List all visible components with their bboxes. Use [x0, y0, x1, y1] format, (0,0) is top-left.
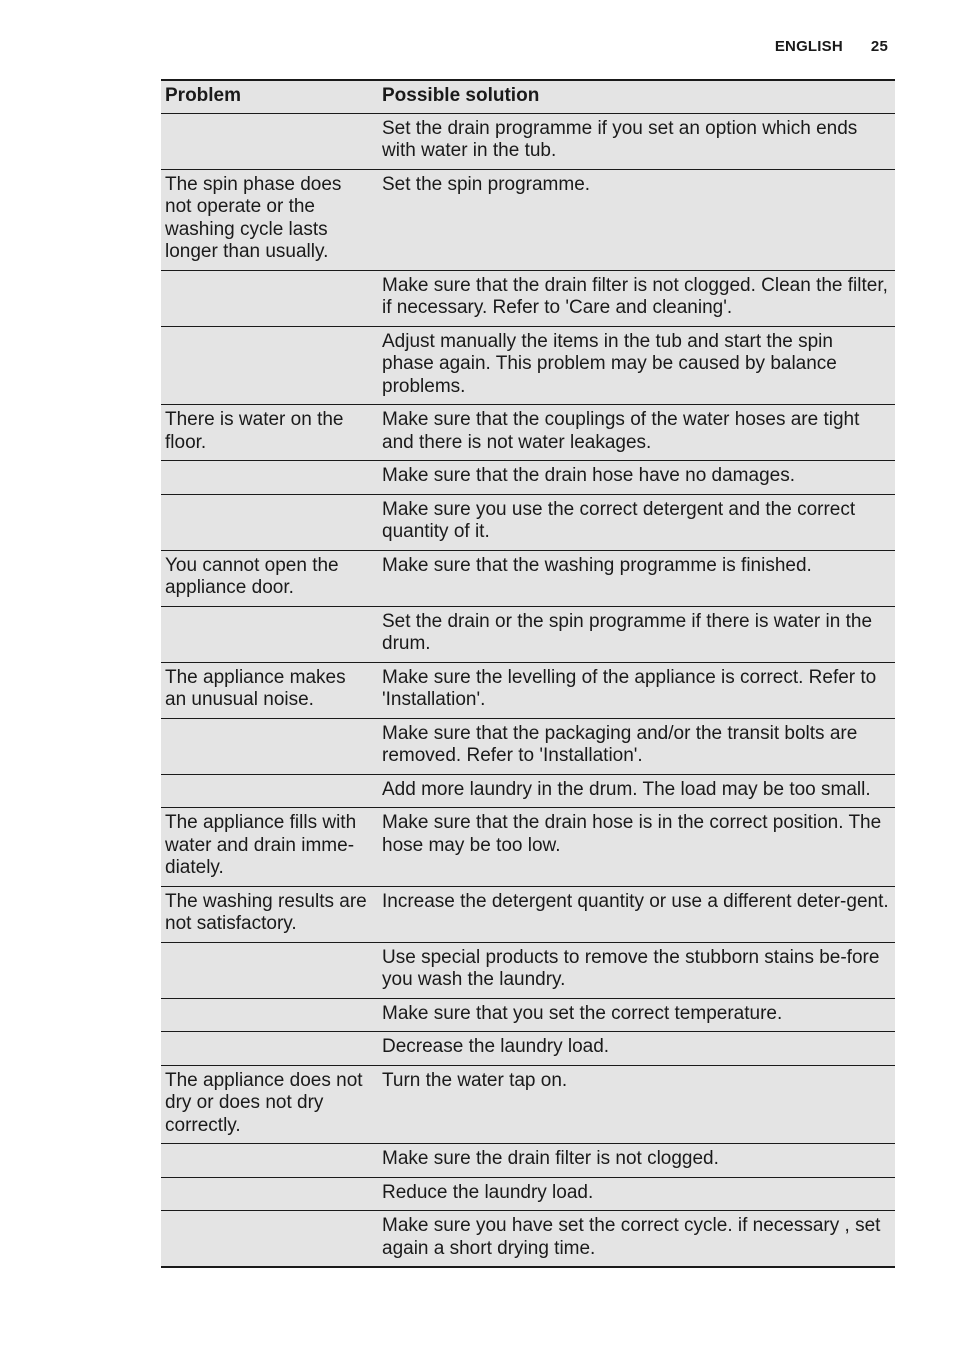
- solution-cell: Set the spin programme.: [378, 169, 895, 270]
- solution-cell: Decrease the laundry load.: [378, 1032, 895, 1066]
- problem-cell: [161, 1211, 378, 1268]
- table-row: [161, 886, 895, 942]
- table-row: [161, 808, 895, 887]
- problem-cell: [161, 461, 378, 495]
- problem-cell: You cannot open the appliance door.: [161, 550, 378, 606]
- table-row: [161, 169, 895, 270]
- solution-cell: Make sure that the washing programme is finished.: [378, 550, 895, 606]
- solution-cell: Increase the detergent quantity or use a different deter-gent.: [378, 886, 895, 942]
- problem-cell: [161, 494, 378, 550]
- problem-cell: The spin phase does not operate or the washing cycle lasts longer than usually.: [161, 169, 378, 270]
- solution-cell: Make sure that the drain filter is not clogged. Clean the filter, if necessary. Refer to 'Care and cleaning'.: [378, 270, 895, 326]
- solution-cell: Make sure the drain filter is not clogged.: [378, 1144, 895, 1178]
- solution-cell: Make sure that the drain hose is in the correct position. The hose may be too low.: [378, 808, 895, 887]
- solution-cell: Make sure that the packaging and/or the transit bolts are removed. Refer to 'Installation'.: [378, 718, 895, 774]
- table-row: [161, 774, 895, 808]
- table-row: [161, 662, 895, 718]
- table-row: [161, 494, 895, 550]
- table-row: [161, 1032, 895, 1066]
- problem-cell: The washing results are not satisfactory.: [161, 886, 378, 942]
- table-row: [161, 1065, 895, 1144]
- solution-cell: Make sure the levelling of the appliance is correct. Refer to 'Installation'.: [378, 662, 895, 718]
- solution-cell: Make sure that the drain hose have no damages.: [378, 461, 895, 495]
- solution-cell: Make sure you have set the correct cycle. if necessary , set again a short drying time.: [378, 1211, 895, 1268]
- table-row: [161, 942, 895, 998]
- column-header-solution: Possible solution: [378, 80, 895, 113]
- solution-cell: Use special products to remove the stubborn stains be-fore you wash the laundry.: [378, 942, 895, 998]
- problem-cell: [161, 606, 378, 662]
- page-number: 25: [870, 38, 888, 55]
- table-row: [161, 718, 895, 774]
- table-row: [161, 405, 895, 461]
- solution-cell: Make sure that the couplings of the water hoses are tight and there is not water leakages.: [378, 405, 895, 461]
- solution-cell: Set the drain programme if you set an option which ends with water in the tub.: [378, 113, 895, 169]
- table-row: [161, 606, 895, 662]
- problem-cell: [161, 998, 378, 1032]
- language-label: ENGLISH: [774, 38, 843, 55]
- problem-cell: [161, 1144, 378, 1178]
- solution-cell: Reduce the laundry load.: [378, 1177, 895, 1211]
- problem-cell: [161, 718, 378, 774]
- column-header-problem: Problem: [161, 80, 378, 113]
- solution-cell: Add more laundry in the drum. The load may be too small.: [378, 774, 895, 808]
- problem-cell: [161, 326, 378, 405]
- problem-cell: The appliance makes an unusual noise.: [161, 662, 378, 718]
- solution-cell: Make sure you use the correct detergent and the correct quantity of it.: [378, 494, 895, 550]
- table-row: [161, 1144, 895, 1178]
- solution-cell: Set the drain or the spin programme if there is water in the drum.: [378, 606, 895, 662]
- table-row: [161, 1211, 895, 1268]
- table-row: [161, 550, 895, 606]
- table-header-row: [161, 80, 895, 113]
- problem-cell: [161, 942, 378, 998]
- problem-cell: [161, 270, 378, 326]
- problem-cell: The appliance does not dry or does not dry correctly.: [161, 1065, 378, 1144]
- troubleshooting-table: [161, 79, 895, 1268]
- table-row: [161, 270, 895, 326]
- solution-cell: Make sure that you set the correct temperature.: [378, 998, 895, 1032]
- problem-cell: [161, 774, 378, 808]
- problem-cell: [161, 1177, 378, 1211]
- problem-cell: [161, 1032, 378, 1066]
- problem-cell: [161, 113, 378, 169]
- solution-cell: Turn the water tap on.: [378, 1065, 895, 1144]
- page-header: [775, 38, 888, 55]
- problem-cell: The appliance fills with water and drain imme-diately.: [161, 808, 378, 887]
- table-row: [161, 326, 895, 405]
- table-row: [161, 998, 895, 1032]
- table-row: [161, 461, 895, 495]
- table-row: [161, 113, 895, 169]
- table-row: [161, 1177, 895, 1211]
- problem-cell: There is water on the floor.: [161, 405, 378, 461]
- solution-cell: Adjust manually the items in the tub and start the spin phase again. This problem may be caused by balance problems.: [378, 326, 895, 405]
